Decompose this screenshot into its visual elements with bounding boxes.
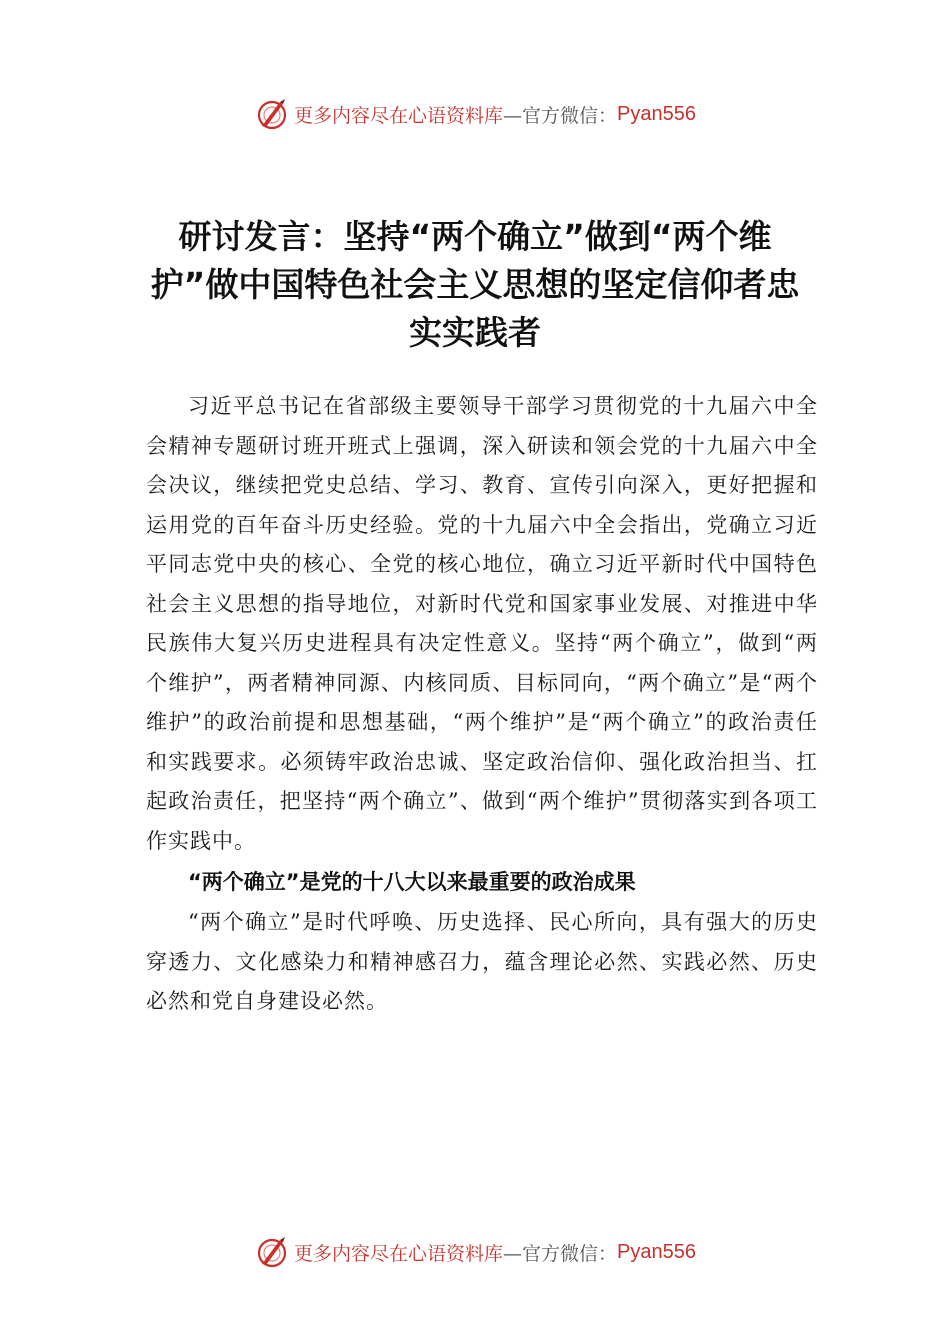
document-body <box>146 387 818 1022</box>
quill-pen-logo-icon <box>254 96 290 132</box>
site-name-text: 更多内容尽在心语资料库 <box>294 1242 504 1265</box>
footer-banner <box>0 1232 950 1272</box>
official-wechat-label: —官方微信： <box>503 1242 618 1265</box>
official-wechat-label: —官方微信： <box>503 104 618 127</box>
wechat-id-text: Pyan556 <box>617 1240 696 1263</box>
body-paragraph: 习近平总书记在省部级主要领导干部学习贯彻党的十九届六中全会精神专题研讨班开班式上强调，深入研读和领会党的十九届六中全会决议，继续把党史总结、学习、教育、宣传引向深入，更好把握和运用党的百年奋斗历史经验。党的十九届六中全会指出，党确立习近平同志党中央的核心、全党的核心地位，确立习近平新时代中国特色社会主义思想的指导地位，对新时代党和国家事业发展、对推进中华民族伟大复兴历史进程具有决定性意义。坚持“两个确立”，做到“两个维护”，两者精神同源、内核同质、目标同向，“两个确立”是“两个维护”的政治前提和思想基础，“两个维护”是“两个确立”的政治责任和实践要求。必须铸牢政治忠诚、坚定政治信仰、强化政治担当、扛起政治责任，把坚持“两个确立”、做到“两个维护”贯彻落实到各项工作实践中。 <box>146 394 818 853</box>
section-subheading: “两个确立”是党的十八大以来最重要的政治成果 <box>188 870 636 894</box>
document-title: 研讨发言：坚持“两个确立”做到“两个维护”做中国特色社会主义思想的坚定信仰者忠实实践者 <box>150 217 800 352</box>
wechat-id-text: Pyan556 <box>617 102 696 125</box>
body-paragraph: “两个确立”是时代呼唤、历史选择、民心所向，具有强大的历史穿透力、文化感染力和精神感召力，蕴含理论必然、实践必然、历史必然和党自身建设必然。 <box>146 910 818 1013</box>
header-banner <box>0 94 950 134</box>
site-name-text: 更多内容尽在心语资料库 <box>294 104 504 127</box>
quill-pen-logo-icon <box>254 1234 290 1270</box>
